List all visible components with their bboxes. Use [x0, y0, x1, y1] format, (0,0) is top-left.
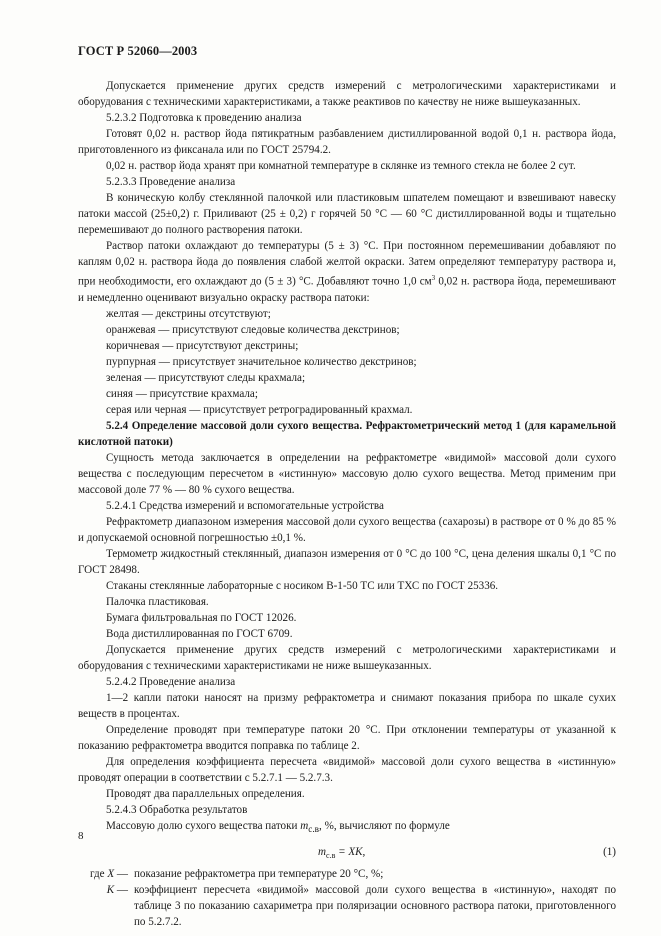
list-item: серая или черная — присутствует ретроградированный крахмал. — [106, 403, 413, 416]
list-item: желтая — декстрины отсутствуют; — [106, 307, 271, 320]
paragraph: Стаканы стеклянные лабораторные с носиком В-1-50 ТС или ТХС по ГОСТ 25336. — [106, 579, 499, 592]
paragraph: Определение проводят при температуре патоки 20 °С. При отклонении температуры от указанной к показанию рефрактометра вводится поправка по таблице 2. — [78, 723, 616, 752]
paragraph: Вода дистиллированная по ГОСТ 6709. — [106, 627, 293, 640]
list-item: зеленая — присутствуют следы крахмала; — [106, 371, 306, 384]
paragraph: 1—2 капли патоки наносят на призму рефрактометра и снимают показания прибора по шкале сухих веществ в процентах. — [78, 691, 616, 720]
list-item: коричневая — присутствуют декстрины; — [106, 339, 299, 352]
variable-symbol: K — — [106, 883, 128, 896]
paragraph: Рефрактометр диапазоном измерения массовой доли сухого вещества (сахарозы) в растворе от 0 % до 85 % и допускаемой основной погрешностью ±0,1 %. — [78, 515, 616, 544]
color-list — [78, 306, 616, 418]
paragraph: В коническую колбу стеклянной палочкой или пластиковым шпателем помещают и взвешивают навеску патоки массой (25±0,2) г. Приливают (25 ± 0,2) г горячей 50 °С — 60 °С дистиллированной воды и тщательно перемешивают до полного растворения патоки. — [78, 192, 616, 236]
where-prefix: где — [89, 867, 105, 880]
formula-subscript: с.в — [326, 851, 336, 861]
symbol-x: X — [107, 867, 115, 880]
paragraph: Допускается применение других средств измерений с метрологическими характеристиками и оборудования с техническими характеристиками, а также реактивов по качеству не ниже вышеуказанных. — [78, 80, 616, 108]
paragraph: Проводят два параллельных определения. — [106, 787, 305, 800]
superscript: 3 — [431, 274, 436, 282]
paragraph: Для определения коэффициента пересчета «видимой» массовой доли сухого вещества в «истинную» проводят операции в соответствии с 5.2.7.1 — 5.2.7.3. — [78, 755, 616, 784]
paragraph: Бумага фильтровальная по ГОСТ 12026. — [106, 611, 297, 624]
text: Массовую долю сухого вещества патоки — [106, 819, 301, 832]
document-header: ГОСТ Р 52060—2003 — [78, 44, 198, 58]
section-heading-5-2-4-2: 5.2.4.2 Проведение анализа — [106, 675, 236, 688]
variable-description: коэффициент пересчета «видимой» массовой доли сухого вещества в «истинную», находят по таблице 3 по показанию сахариметра при поляризации основного раствора патоки, приготовленного по 5.2.7.2. — [134, 883, 616, 928]
paragraph: 0,02 н. раствор йода хранят при комнатной температуре в склянке из темного стекла не более 2 сут. — [106, 160, 576, 172]
formula-lhs: m — [318, 845, 327, 858]
paragraph: Термометр жидкостный стеклянный, диапазон измерения от 0 °С до 100 °С, цена деления шкалы 0,1 °С по ГОСТ 28498. — [78, 547, 616, 576]
list-item: синяя — присутствие крахмала; — [106, 387, 258, 400]
variable-description: показание рефрактометра при температуре 20 °С, %; — [134, 867, 384, 880]
document-body — [78, 78, 616, 930]
variable-definition-k — [78, 882, 616, 930]
list-item: оранжевая — присутствуют следовые количества декстринов; — [106, 323, 400, 336]
formula-number: (1) — [603, 845, 616, 858]
text: Раствор патоки охлаждают до температуры (5 ± 3) °С. При постоянном перемешивании добавляют по каплям 0,02 н. раствора йода до появления слабой желтой окраски. Затем определяют температуру раствора и, при необходимости, его охлаждают до (5 ± 3) °С. Добавляют точно 1,0 см — [78, 240, 616, 288]
section-heading-5-2-4: 5.2.4 Определение массовой доли сухого вещества. Рефрактометрический метод 1 (для карамельной кислотной патоки) — [78, 419, 616, 448]
section-heading-5-2-4-1: 5.2.4.1 Средства измерений и вспомогательные устройства — [106, 499, 384, 512]
formula-rhs: = XK, — [335, 845, 366, 858]
variable-definition-x — [78, 866, 616, 882]
paragraph: Сущность метода заключается в определении на рефрактометре «видимой» массовой доли сухого вещества с последующим пересчетом в «истинную» массовую долю сухого вещества. Метод применим при массовой доле 77 % — 80 % сухого вещества. — [78, 451, 616, 496]
text: , %, вычисляют по формуле — [319, 819, 450, 832]
paragraph — [78, 818, 616, 838]
list-item: пурпурная — присутствует значительное количество декстринов; — [106, 355, 417, 368]
formula-1 — [78, 838, 616, 866]
formula-expression — [318, 844, 365, 864]
math-symbol: m — [300, 819, 309, 832]
page-number: 8 — [78, 830, 84, 842]
symbol-k: K — [106, 883, 115, 896]
subscript: с.в — [308, 824, 320, 835]
section-heading-5-2-3-3: 5.2.3.3 Проведение анализа — [106, 176, 236, 188]
paragraph: Готовят 0,02 н. раствор йода пятикратным разбавлением дистиллированной водой 0,1 н. раствора йода, приготовленного из фиксанала или по ГОСТ 25794.2. — [78, 128, 616, 156]
variable-symbol: где X — — [89, 867, 128, 880]
paragraph: Допускается применение других средств измерений с метрологическими характеристиками и оборудования с техническими характеристиками не ниже вышеуказанных. — [78, 643, 616, 672]
paragraph — [78, 238, 616, 306]
text: 0,02 н. раствора йода, перемешивают и немедленно оценивают визуально окраску раствора патоки: — [78, 275, 616, 304]
section-heading-5-2-3-2: 5.2.3.2 Подготовка к проведению анализа — [106, 112, 302, 124]
section-heading-5-2-4-3: 5.2.4.3 Обработка результатов — [106, 803, 248, 816]
paragraph: Палочка пластиковая. — [106, 595, 209, 608]
